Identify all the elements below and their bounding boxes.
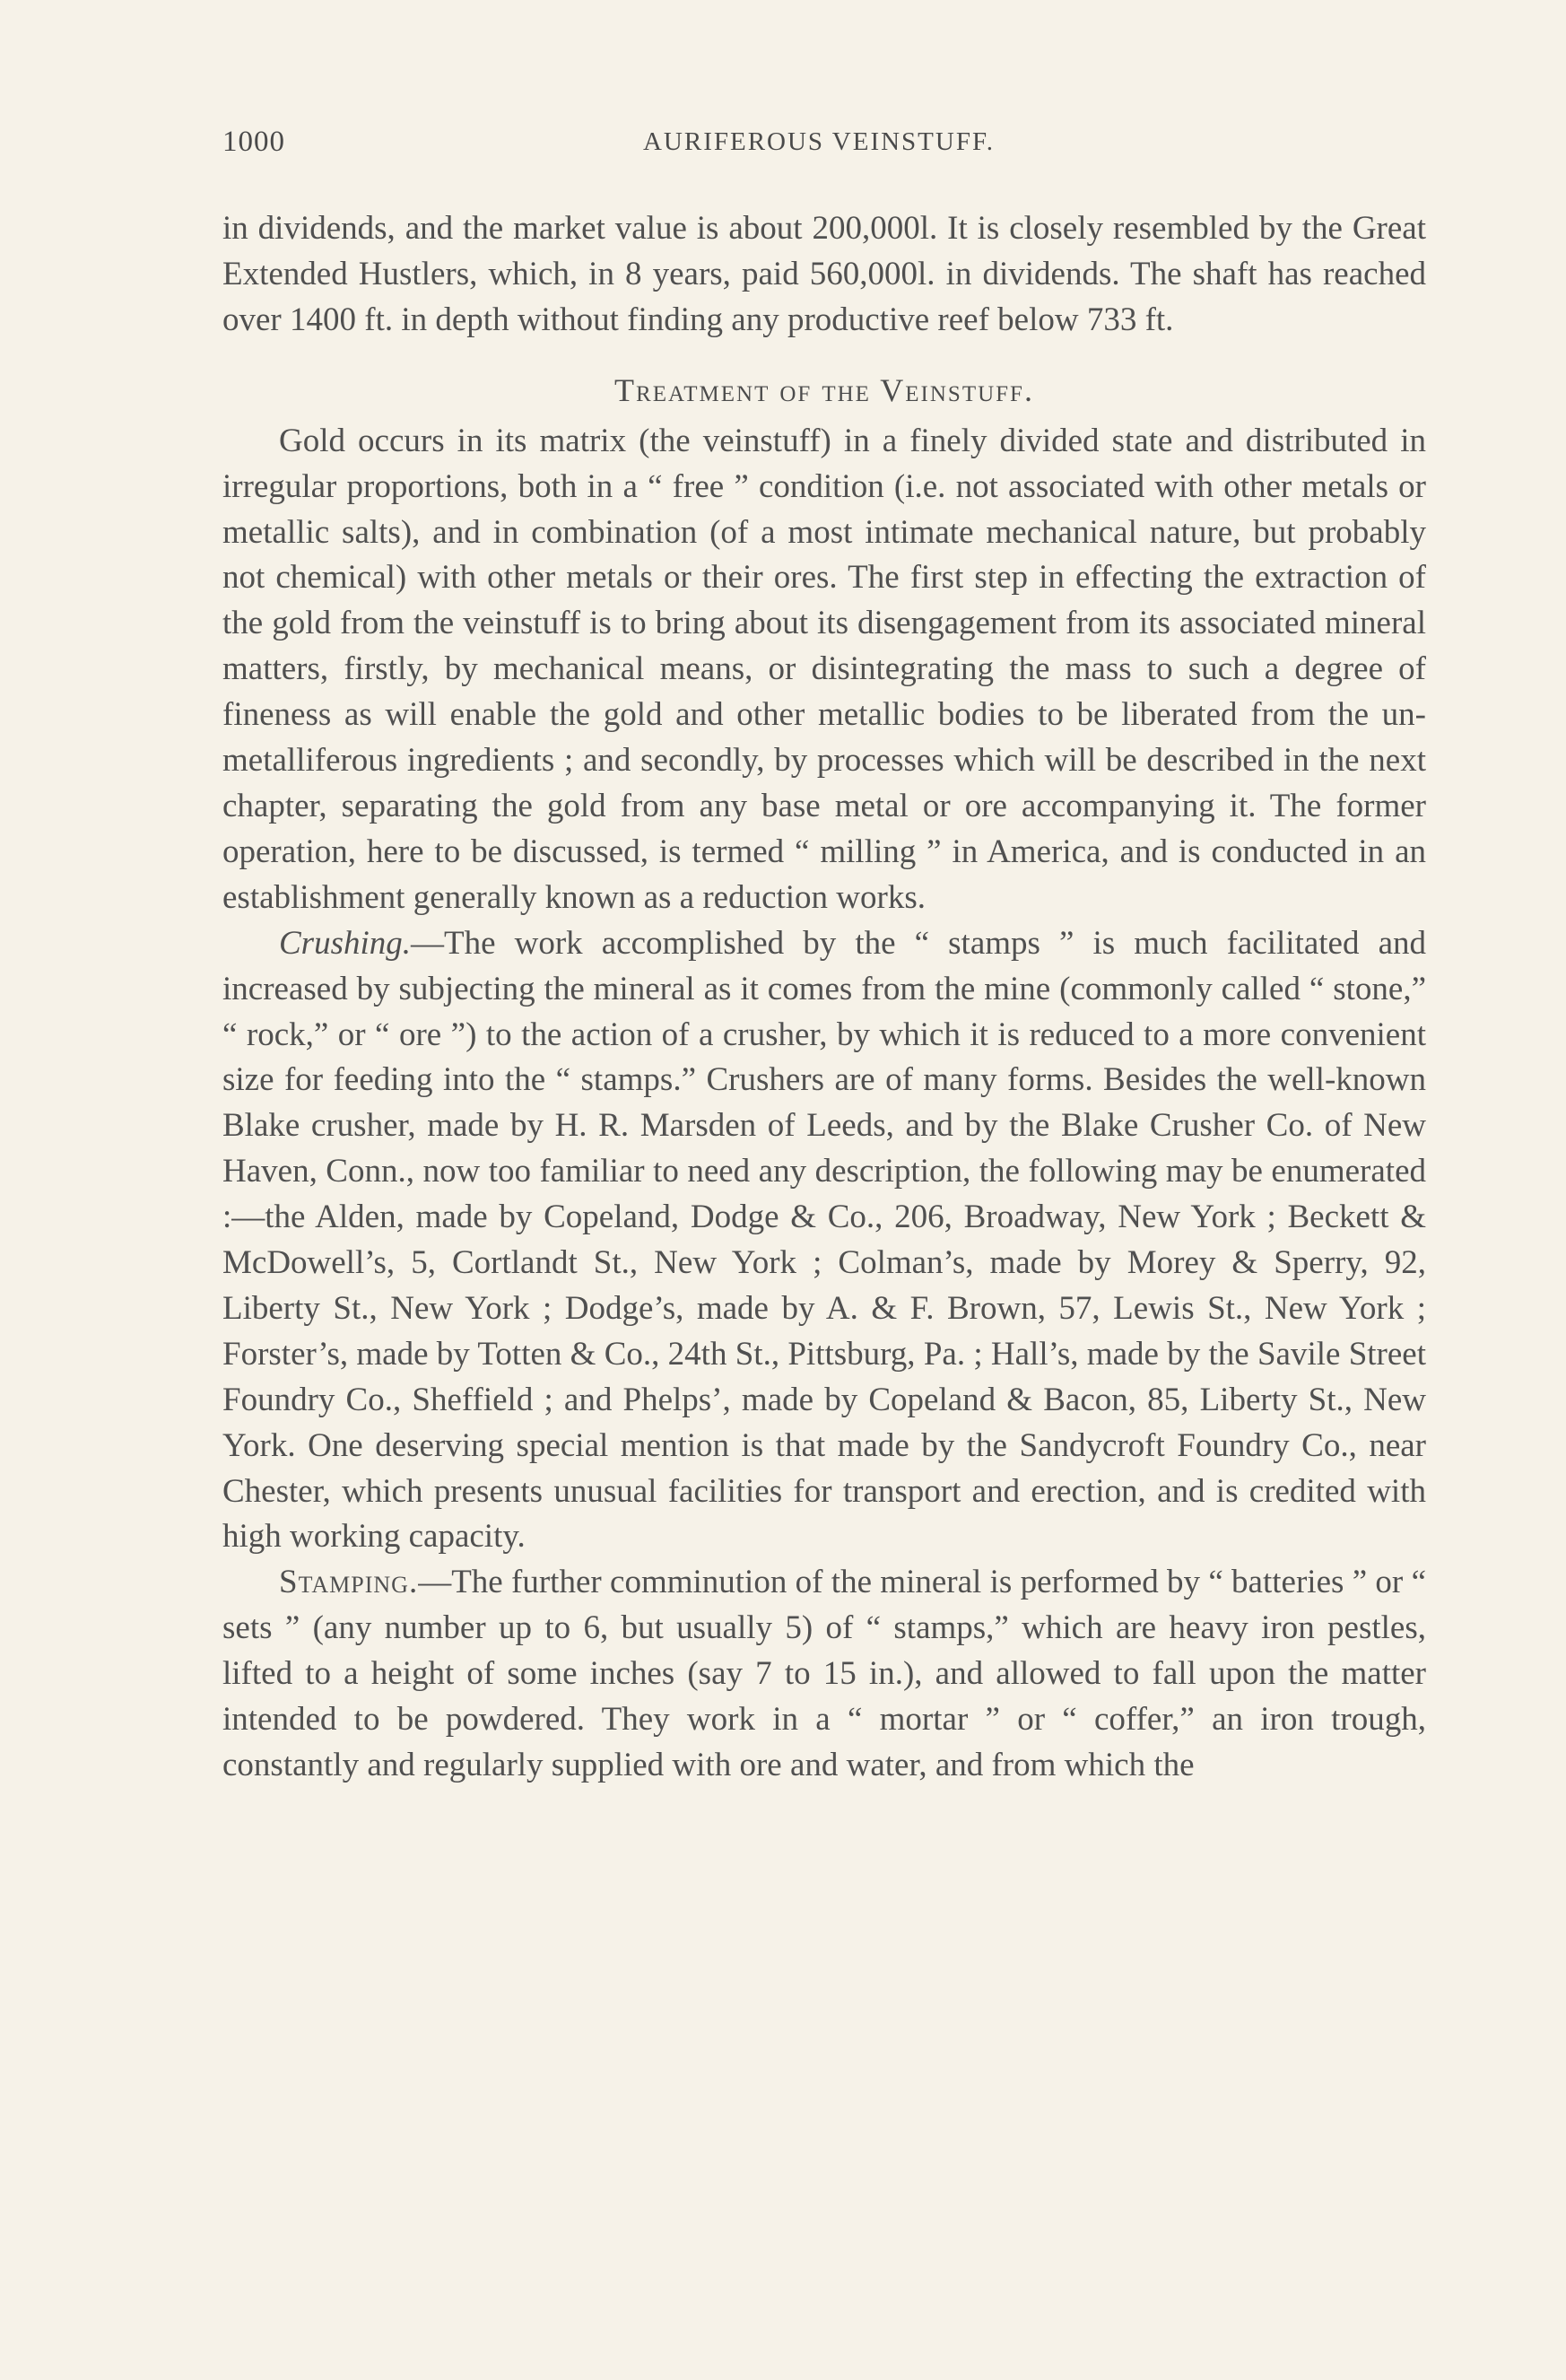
section-heading: Treatment of the Veinstuff. <box>614 371 1034 408</box>
paragraph-dividends: in dividends, and the market value is about 200,000l. It is closely resembled by the Great Extended Hustlers, which, in 8 years, paid 560,000l. in dividends. The shaft has reached over 1400 ft. in depth without finding any productive reef below 733 ft. <box>222 210 1426 338</box>
running-title: AURIFEROUS VEINSTUFF. <box>642 127 996 156</box>
stamping-run-in: Stamping. <box>279 1564 419 1601</box>
paragraph-gold-occurrence: Gold occurs in its matrix (the veinstuff) in a finely divided state and distributed in irregular proportions, both in a “ free ” condition (i.e. not associated with other metals or metallic salts), and in combination (of a most intimate mechanical nature, but probably not chemical) with other metals or their ores. The first step in effecting the extraction of the gold from the veinstuff is to bring about its disengagement from its associated mineral matters, firstly, by mechanical means, or disintegrating the mass to such a degree of fineness as will enable the gold and other metallic bodies to be liberated from the un-metalliferous ingredients ; and secondly, by processes which will be described in the next chapter, separating the gold from any base metal or ore accompanying it. The former operation, here to be discussed, is termed “ milling ” in America, and is conducted in an establishment generally known as a reduction works. <box>222 422 1426 916</box>
paragraph-stamping <box>222 1560 1426 1789</box>
crushing-run-in: Crushing. <box>279 924 412 962</box>
body-text <box>222 206 1426 1789</box>
page-header <box>222 126 1415 169</box>
paragraph-crushing <box>222 921 1426 1561</box>
page-number: 1000 <box>222 126 285 158</box>
stamping-text: —The further comminution of the mineral is performed by “ batteries ” or “ sets ” (any number up to 6, but usually 5) of “ stamps,” which are heavy iron pestles, lifted to a height of some inches (say 7 to 15 in.), and allowed to fall upon the matter intended to be powdered. They work in a “ mortar ” or “ coffer,” an iron trough, constantly and regularly supplied with ore and water, and from which the <box>222 1564 1426 1783</box>
crushing-text: —The work accomplished by the “ stamps ” is much facilitated and increased by subjecting the mineral as it comes from the mine (commonly called “ stone,” “ rock,” or “ ore ”) to the action of a crusher, by which it is reduced to a more convenient size for feeding into the “ stamps.” Crushers are of many forms. Besides the well-known Blake crusher, made by H. R. Marsden of Leeds, and by the Blake Crusher Co. of New Haven, Conn., now too familiar to need any description, the following may be enumerated :—the Alden, made by Copeland, Dodge & Co., 206, Broadway, New York ; Beckett & McDowell’s, 5, Cortlandt St., New York ; Colman’s, made by Morey & Sperry, 92, Liberty St., New York ; Dodge’s, made by A. & F. Brown, 57, Lewis St., New York ; Forster’s, made by Totten & Co., 24th St., Pittsburg, Pa. ; Hall’s, made by the Savile Street Foundry Co., Sheffield ; and Phelps’, made by Copeland & Bacon, 85, Liberty St., New York. One deserving special mention is that made by the Sandycroft Foundry Co., near Chester, which presents unusual facilities for transport and erection, and is credited with high working capacity. <box>222 924 1426 1556</box>
